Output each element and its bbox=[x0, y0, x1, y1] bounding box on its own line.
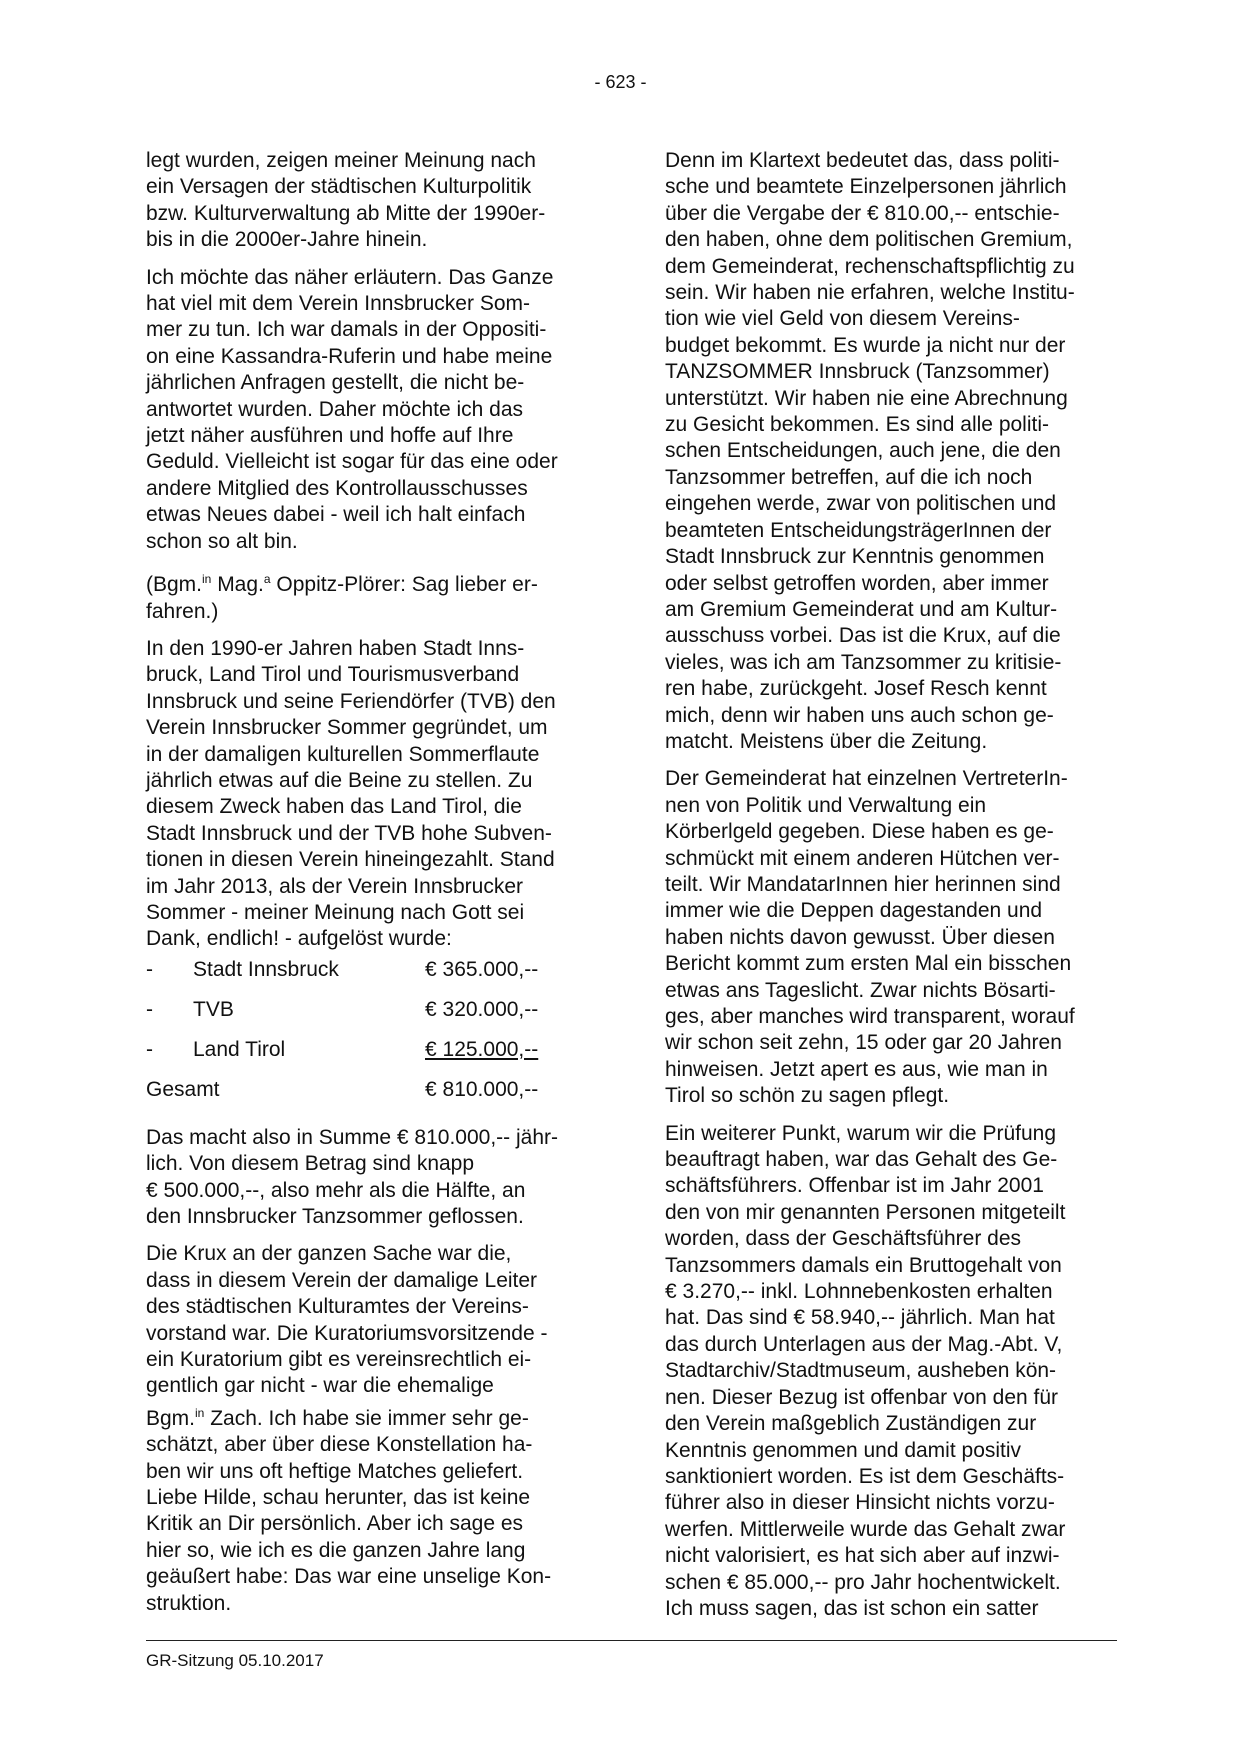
left-column bbox=[146, 148, 608, 1628]
footer-divider bbox=[146, 1640, 1117, 1641]
paragraph: In den 1990-er Jahren haben Stadt Inns- bruck, Land Tirol und Tourismusverband Innsbruck und seine Feriendörfer (TVB) den Verein Innsbrucker Sommer gegründet, um in der damaligen kulturellen Sommerflaute jährlich etwas auf die Beine zu stellen. Zu diesem Zweck haben das Land Tirol, die Stadt Innsbruck und der TVB hohe Subven- tionen in diesen Verein hineingezahlt. Stand im Jahr 2013, als der Verein Innsbrucker Sommer - meiner Meinung nach Gott sei Dank, endlich! - aufgelöst wurde: bbox=[146, 636, 556, 951]
budget-row-stadt-innsbruck bbox=[146, 957, 608, 997]
budget-source: Land Tirol bbox=[193, 1037, 286, 1061]
budget-source: TVB bbox=[193, 997, 234, 1021]
paragraph: Ich möchte das näher erläutern. Das Ganze hat viel mit dem Verein Innsbrucker Som- mer zu tun. Ich war damals in der Oppositi- on eine Kassandra-Ruferin und habe meine jährlichen Anfragen gestellt, die nicht be- antwortet wurden. Daher möchte ich das jetzt näher ausführen und hoffe auf Ihre Geduld. Vielleicht ist sogar für das eine oder andere Mitglied des Kontrollausschusses etwas Neues dabei - weil ich halt einfach schon so alt bin. bbox=[146, 265, 558, 553]
budget-table bbox=[146, 957, 608, 1117]
page-number: - 623 - bbox=[594, 72, 647, 92]
budget-amount: € 365.000,-- bbox=[425, 957, 539, 981]
budget-row-land-tirol bbox=[146, 1037, 608, 1077]
budget-source: Stadt Innsbruck bbox=[193, 957, 339, 981]
dash-bullet: - bbox=[146, 997, 153, 1021]
text-segment: Oppitz-Plörer: Sag lieber er- fahren.) bbox=[146, 573, 538, 623]
budget-row-total bbox=[146, 1077, 608, 1117]
superscript: in bbox=[195, 1405, 205, 1420]
paragraph: Denn im Klartext bedeutet das, dass politi- sche und beamtete Einzelpersonen jährlich über die Vergabe der € 810.00,-- entschie- den haben, ohne dem politischen Gremium, dem Gemeinderat, rechenschaftspflichtig zu sein. Wir haben nie erfahren, welche Institu- tion wie viel Geld von diesem Vereins- budget bekommt. Es wurde ja nicht nur der TANZSOMMER Innsbruck (Tanzsommer) unterstützt. Wir haben nie eine Abrechnung zu Gesicht bekommen. Es sind alle politi- schen Entscheidungen, auch jene, die den Tanzsommer betreffen, auf die ich noch eingehen werde, zwar von politischen und beamteten EntscheidungsträgerInnen der Stadt Innsbruck zur Kenntnis genommen oder selbst getroffen worden, aber immer am Gremium Gemeinderat und am Kultur- ausschuss vorbei. Das ist die Krux, auf die vieles, was ich am Tanzsommer zu kritisie- ren habe, zurückgeht. Josef Resch kennt mich, denn wir haben uns auch schon ge- matcht. Meistens über die Zeitung. bbox=[665, 149, 1075, 753]
paragraph bbox=[146, 1241, 608, 1617]
right-column bbox=[665, 148, 1127, 1633]
dash-bullet: - bbox=[146, 1037, 153, 1061]
footer-text: GR-Sitzung 05.10.2017 bbox=[146, 1651, 324, 1670]
superscript: a bbox=[263, 572, 271, 587]
text-segment: Mag. bbox=[211, 573, 264, 597]
total-amount: € 810.000,-- bbox=[425, 1077, 539, 1101]
paragraph: legt wurden, zeigen meiner Meinung nach ein Versagen der städtischen Kulturpolitik bzw. Kulturverwaltung ab Mitte der 1990er- bis in die 2000er-Jahre hinein. bbox=[146, 149, 546, 252]
superscript: in bbox=[202, 572, 212, 587]
budget-amount: € 125.000,-- bbox=[425, 1037, 539, 1061]
paragraph: Der Gemeinderat hat einzelnen VertreterIn- nen von Politik und Verwaltung ein Körberlgeld gegeben. Diese haben es ge- schmückt mit einem anderen Hütchen ver- teilt. Wir MandatarInnen hier herinnen sind immer wie die Deppen dagestanden und haben nichts davon gewusst. Über diesen Bericht kommt zum ersten Mal ein bisschen etwas ans Tageslicht. Zwar nichts Bösarti- ges, aber manches wird transparent, worauf wir schon seit zehn, 15 oder gar 20 Jahren hinweisen. Jetzt apert es aus, wie man in Tirol so schön zu sagen pflegt. bbox=[665, 767, 1075, 1108]
text-segment: Die Krux an der ganzen Sache war die, dass in diesem Verein der damalige Leiter des städtischen Kulturamtes der Vereins- vorstand war. Die Kuratoriumsvorsitzende - ein Kuratorium gibt es vereinsrechtlich ei- gentlich gar nicht - war die ehemalige Bgm. bbox=[146, 1242, 548, 1430]
paragraph: Ein weiterer Punkt, warum wir die Prüfung beauftragt haben, war das Gehalt des Ge- schäftsführers. Offenbar ist im Jahr 2001 den von mir genannten Personen mitgeteilt worden, dass der Geschäftsführer des Tanzsommers damals ein Bruttogehalt von € 3.270,-- inkl. Lohnnebenkosten erhalten hat. Das sind € 58.940,-- jährlich. Man hat das durch Unterlagen aus der Mag.-Abt. V, Stadtarchiv/Stadtmuseum, ausheben kön- nen. Dieser Bezug ist offenbar von den für den Verein maßgeblich Zuständigen zur Kenntnis genommen und damit positiv sanktioniert worden. Es ist dem Geschäfts- führer also in dieser Hinsicht nichts vorzu- werfen. Mittlerweile wurde das Gehalt zwar nicht valorisiert, es hat sich aber auf inzwi- schen € 85.000,-- pro Jahr hochentwickelt. Ich muss sagen, das ist schon ein satter bbox=[665, 1121, 1066, 1620]
dash-bullet: - bbox=[146, 957, 153, 981]
text-segment: Zach. Ich habe sie immer sehr ge- schätzt, aber über diese Konstellation ha- ben wir uns oft heftige Matches geliefert. Liebe Hilde, schau herunter, das ist keine Kritik an Dir persönlich. Aber ich sage es hier so, wie ich es die ganzen Jahre lang geäußert habe: Das war eine unselige Kon- struktion. bbox=[146, 1406, 552, 1615]
paragraph: Das macht also in Summe € 810.000,-- jähr- lich. Von diesem Betrag sind knapp € 500.000,--, also mehr als die Hälfte, an den Innsbrucker Tanzsommer geflossen. bbox=[146, 1125, 559, 1228]
text-segment: (Bgm. bbox=[146, 573, 203, 597]
interjection-paragraph bbox=[146, 566, 608, 625]
budget-amount: € 320.000,-- bbox=[425, 997, 539, 1021]
total-label: Gesamt bbox=[146, 1077, 220, 1101]
budget-row-tvb bbox=[146, 997, 608, 1037]
